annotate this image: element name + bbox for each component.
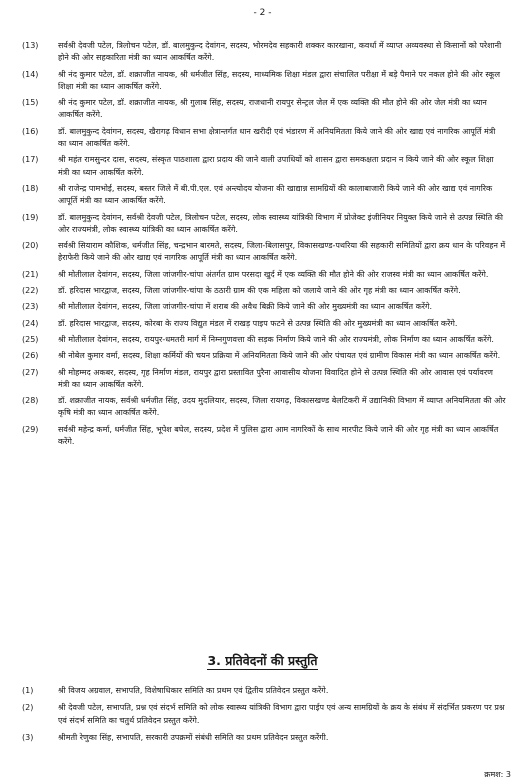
- item-number: (25): [22, 334, 39, 344]
- page-number: - 2 -: [253, 8, 272, 18]
- list-item: [22, 154, 506, 179]
- item-number: (22): [22, 286, 39, 296]
- list-item: [22, 395, 506, 420]
- item-number: (15): [22, 98, 39, 108]
- list-item: [22, 732, 506, 744]
- item-text: श्री महंत रामसुन्दर दास, सदस्य, संस्कृत पाठशाला द्वारा प्रदाय की जाने वाली उपाधियों को शासन द्वारा समकक्षता प्रदान न किये जाने की ओर स्कूल शिक्षा मंत्री का ध्यान आकर्षित करेंगे.: [58, 155, 494, 177]
- item-number: (13): [22, 41, 39, 50]
- list-item: [22, 685, 506, 697]
- item-number: (20): [22, 241, 39, 251]
- item-number: (17): [22, 155, 39, 165]
- list-item: [22, 269, 506, 281]
- section-heading-text: 3. प्रतिवेदनों की प्रस्तुति: [207, 653, 318, 668]
- list-item: [22, 350, 506, 362]
- item-number: (28): [22, 396, 39, 406]
- item-text: श्रीमती रेणुका सिंह, सभापति, सरकारी उपक्रमों संबंधी समिति का प्रथम प्रतिवेदन प्रस्तुत करेंगी.: [58, 732, 329, 742]
- item-text: श्री मोतीलाल देवांगन, सदस्य, जिला जांजगीर-चांपा में शराब की अवैध बिक्री किये जाने की ओर मुख्यमंत्री का ध्यान आकर्षित करेंगे.: [58, 302, 433, 312]
- list-item: [22, 240, 506, 265]
- item-number: (27): [22, 367, 39, 377]
- item-number: (26): [22, 351, 39, 361]
- item-text: सर्वश्री देवजी पटेल, त्रिलोचन पटेल, डॉ. बालमुकुन्द देवांगन, सदस्य, भोरमदेव सहकारी शक्कर कारखाना, कवर्धा में व्याप्त अव्यवस्था से किसानों को परेशानी होने की ओर सहकारिता मंत्री का ध्यान आकर्षित करेंगे.: [58, 41, 502, 63]
- reports-list: [22, 685, 506, 749]
- list-item: [22, 212, 506, 237]
- item-text: श्री नोबेल कुमार वर्मा, सदस्य, शिक्षा कर्मियों की चयन प्रक्रिया में अनियमितता किये जाने की ओर पंचायत एवं ग्रामीण विकास मंत्री का ध्यान आकर्षित करेंगे.: [58, 351, 501, 361]
- item-number: (18): [22, 183, 39, 193]
- item-number: (14): [22, 69, 39, 79]
- item-text: श्री मोतीलाल देवांगन, सदस्य, रायपुर-धमतरी मार्ग में निम्नगुणवत्ता की सड़क निर्माण किये जाने की ओर राज्यमंत्री, लोक निर्माण का ध्यान आकर्षित करेंगे.: [58, 334, 494, 344]
- item-text: श्री देवजी पटेल, सभापति, प्रश्न एवं संदर्भ समिति को लोक स्वास्थ्य यांत्रिकी विभाग द्वारा पाईप एवं अन्य सामग्रियों के क्रय के संबंध में संदर्भित प्रकरण पर प्रश्न एवं संदर्भ समिति का चतुर्थ प्रतिवेदन प्रस्तुत करेंगे.: [58, 703, 505, 725]
- item-number: (3): [22, 732, 34, 742]
- item-text: डॉ. शक्राजीत नायक, सर्वश्री धर्मजीत सिंह, उदय मुदलियार, सदस्य, जिला रायगढ़, विकासखण्ड बेलटिकरी में उद्यानिकी विभाग में व्याप्त अनियमितता की ओर कृषि मंत्री का ध्यान आकर्षित करेंगे.: [58, 396, 506, 418]
- item-number: (16): [22, 126, 39, 136]
- item-text: डॉ. हरिदास भारद्वाज, सदस्य, कोरबा के राज्य विद्युत मंडल में राखड़ पाइप फटने से उत्पन्न स्थिति की ओर मुख्यमंत्री का ध्यान आकर्षित करेंगे.: [58, 318, 458, 328]
- item-text: श्री राजेन्द्र पामभोई, सदस्य, बस्तर जिले में बी.पी.एल. एवं अन्त्योदय योजना की खाद्यान्न सामग्रियों की कालाबाजारी किये जाने की ओर खाद्य एवं नागरिक आपूर्ति मंत्री का ध्यान आकर्षित करेंगे.: [58, 183, 493, 206]
- item-text: डॉ. हरिदास भारद्वाज, सदस्य, जिला जांजगीर-चांपा के ठठारी ग्राम की एक महिला को जलाये जाने की ओर गृह मंत्री का ध्यान आकर्षित करेंगे.: [58, 286, 461, 296]
- item-number: (2): [22, 703, 34, 713]
- item-text: डॉ. बालमुकुन्द देवांगन, सदस्य, खैरागढ़ विधान सभा क्षेत्रान्तर्गत धान खरीदी एवं भंडारण में अनियमितता किये जाने की ओर खाद्य एवं नागरिक आपूर्ति मंत्री का ध्यान आकर्षित करेंगे.: [58, 126, 496, 149]
- item-text: डॉ. बालमुकुन्द देवांगन, सर्वश्री देवजी पटेल, त्रिलोचन पटेल, सदस्य, लोक स्वास्थ्य यांत्रिकी विभाग में प्रोजेक्ट इंजीनियर नियुक्त किये जाने से उत्पन्न स्थिति की ओर राज्यमंत्री, लोक स्वास्थ्य यांत्रिकी का ध्यान आकर्षित करेंगे.: [58, 212, 503, 234]
- item-number: (1): [22, 686, 34, 695]
- list-item: [22, 126, 506, 151]
- list-item: [22, 97, 506, 122]
- item-number: (24): [22, 318, 39, 328]
- item-number: (21): [22, 269, 39, 279]
- list-item: [22, 318, 506, 330]
- item-text: श्री नंद कुमार पटेल, डॉ. शक्राजीत नायक, श्री धर्मजीत सिंह, सदस्य, माध्यमिक शिक्षा मंडल द्वारा संचालित परीक्षा में बड़े पैमाने पर नकल होने की ओर स्कूल शिक्षा मंत्री का ध्यान आकर्षित करेंगे.: [58, 69, 501, 91]
- item-text: श्री मोहम्मद अकबर, सदस्य, गृह निर्माण मंडल, रायपुर द्वारा प्रस्तावित पुरैना आवासीय योजना विवादित होने से उत्पन्न स्थिति की ओर आवास एवं पर्यावरण मंत्री का ध्यान आकर्षित करेंगे.: [58, 367, 493, 389]
- item-text: श्री विजय अग्रवाल, सभापति, विशेषाधिकार समिति का प्रथम एवं द्वितीय प्रतिवेदन प्रस्तुत करेंगे.: [58, 686, 329, 695]
- item-number: (23): [22, 302, 39, 312]
- list-item: [22, 69, 506, 94]
- list-item: [22, 334, 506, 346]
- list-item: [22, 183, 506, 208]
- item-text: श्री मोतीलाल देवांगन, सदस्य, जिला जांजगीर-चांपा अंतर्गत ग्राम परसदा खुर्द में एक व्यक्ति की मौत होने की ओर राजस्व मंत्री का ध्यान आकर्षित करेंगे.: [58, 269, 489, 279]
- list-item: [22, 367, 506, 392]
- continued-footer: क्रमश: 3: [484, 770, 511, 779]
- attention-motions-list: [22, 40, 506, 452]
- item-text: श्री नंद कुमार पटेल, डॉ. शक्राजीत नायक, श्री गुलाब सिंह, सदस्य, राजधानी रायपुर सेन्ट्रल जेल में एक व्यक्ति की मौत होने की ओर जेल मंत्री का ध्यान आकर्षित करेंगे.: [58, 98, 487, 120]
- item-number: (29): [22, 424, 39, 434]
- list-item: [22, 702, 506, 727]
- item-text: सर्वश्री सियाराम कौशिक, धर्मजीत सिंह, चन्द्रभान बारमते, सदस्य, जिला-बिलासपुर, विकासखण्ड-पथरिया की सहकारी समितियों द्वारा क्रय धान के परिवहन में हेराफेरी किये जाने की ओर खाद्य एवं नागरिक आपूर्ति मंत्री का ध्यान आकर्षित करेंगे.: [58, 241, 506, 263]
- list-item: [22, 40, 506, 65]
- list-item: [22, 285, 506, 297]
- list-item: [22, 301, 506, 313]
- item-number: (19): [22, 212, 39, 222]
- section-heading: [0, 652, 525, 669]
- list-item: [22, 424, 506, 449]
- item-text: सर्वश्री महेन्द्र कर्मा, धर्मजीत सिंह, भूपेश बघेल, सदस्य, प्रदेश में पुलिस द्वारा आम नागरिकों के साथ मारपीट किये जाने की ओर गृह मंत्री का ध्यान आकर्षित करेंगे.: [58, 424, 499, 447]
